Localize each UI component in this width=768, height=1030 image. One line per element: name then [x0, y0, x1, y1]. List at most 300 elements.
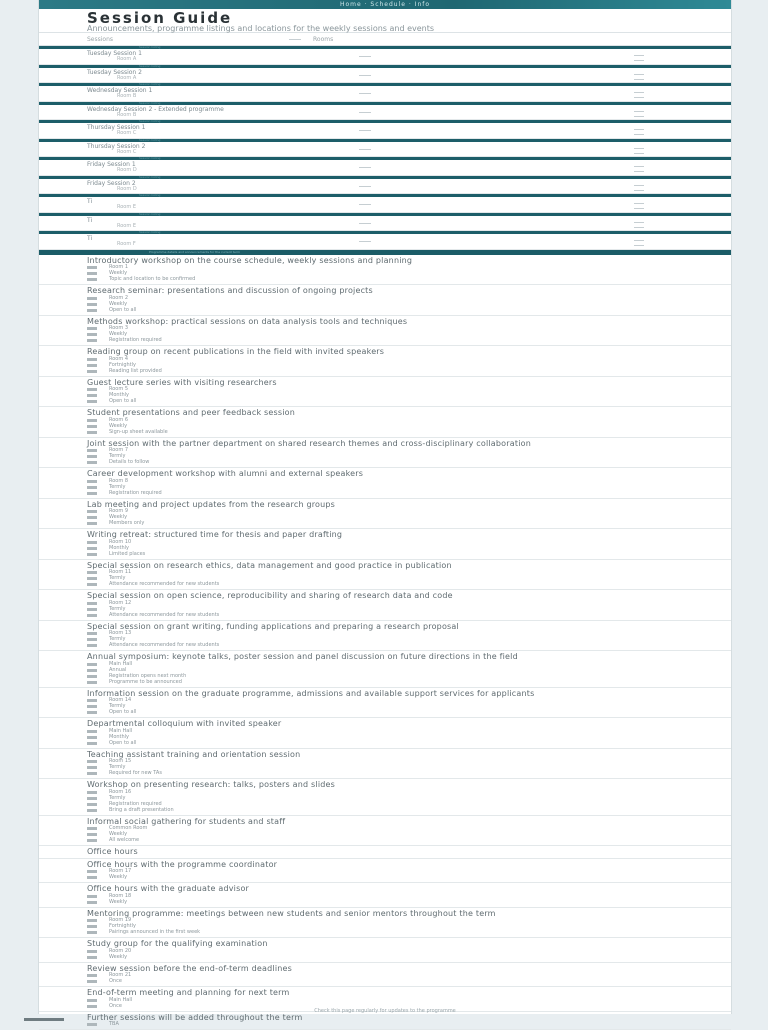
listing-detail: Weekly — [109, 332, 127, 337]
detail-bullet — [87, 632, 97, 635]
listing-title[interactable]: Office hours with the graduate advisor — [87, 886, 687, 893]
items-list — [39, 255, 731, 1030]
listing-detail-row — [87, 430, 731, 435]
section-mid-marker — [359, 149, 371, 150]
listing-detail: Weekly — [109, 900, 127, 905]
section-band-text: Session listing — [139, 139, 160, 142]
listing-title[interactable]: Special session on research ethics, data management and good practice in publication — [87, 563, 687, 570]
session-section[interactable] — [39, 157, 731, 176]
listing-detail-row — [87, 955, 731, 960]
session-section[interactable] — [39, 65, 731, 84]
top-banner-text: Home · Schedule · Info — [340, 1, 430, 8]
section-location: Room E — [117, 224, 136, 229]
listing-detail: Room 2 — [109, 296, 128, 301]
detail-bullet — [87, 999, 97, 1002]
listing-detail: Topic and location to be confirmed — [109, 277, 195, 282]
detail-bullet — [87, 388, 97, 391]
listing-title[interactable]: Teaching assistant training and orientation session — [87, 752, 687, 759]
listing-detail-row — [87, 570, 731, 575]
listing-detail: Once — [109, 1004, 122, 1009]
section-mid-marker — [359, 93, 371, 94]
listing-item[interactable] — [39, 688, 731, 719]
listing-detail: Room 11 — [109, 570, 131, 575]
listing-detail: Termly — [109, 454, 125, 459]
listing-detail: Room 7 — [109, 448, 128, 453]
listing-detail: Registration required — [109, 802, 162, 807]
session-section[interactable] — [39, 46, 731, 65]
listing-title[interactable]: Research seminar: presentations and discussion of ongoing projects — [87, 288, 687, 295]
listing-detail: Room 5 — [109, 387, 128, 392]
listing-detail: Room 20 — [109, 949, 131, 954]
listing-detail-row — [87, 296, 731, 301]
listing-detail-row — [87, 790, 731, 795]
page — [38, 0, 732, 1014]
nav-right-link[interactable]: Rooms — [313, 36, 333, 43]
listing-detail: Termly — [109, 765, 125, 770]
listing-detail-row — [87, 369, 731, 374]
listing-detail-row — [87, 998, 731, 1003]
listing-detail: Room 4 — [109, 357, 128, 362]
listing-detail: Termly — [109, 576, 125, 581]
section-title[interactable]: Wednesday Session 2 - Extended programme — [87, 107, 224, 113]
listing-detail: Monthly — [109, 393, 129, 398]
section-right-marker — [634, 171, 644, 172]
detail-bullet — [87, 638, 97, 641]
detail-bullet — [87, 797, 97, 800]
listing-detail: Attendance recommended for new students — [109, 582, 219, 587]
listing-detail-row — [87, 643, 731, 648]
listing-detail-row — [87, 521, 731, 526]
listing-title[interactable]: Reading group on recent publications in the field with invited speakers — [87, 349, 687, 356]
nav-row[interactable] — [39, 32, 731, 46]
detail-bullet — [87, 876, 97, 879]
listing-title[interactable]: Introductory workshop on the course schedule, weekly sessions and planning — [87, 258, 687, 265]
listing-detail-row — [87, 308, 731, 313]
section-mid-marker — [359, 130, 371, 131]
detail-bullet — [87, 803, 97, 806]
detail-bullet — [87, 669, 97, 672]
detail-bullet — [87, 571, 97, 574]
listing-detail-row — [87, 704, 731, 709]
listing-title[interactable]: Methods workshop: practical sessions on data analysis tools and techniques — [87, 319, 687, 326]
listing-detail-row — [87, 265, 731, 270]
listing-detail: Room 9 — [109, 509, 128, 514]
detail-bullet — [87, 339, 97, 342]
section-right-marker — [634, 129, 644, 130]
session-section[interactable] — [39, 231, 731, 250]
detail-bullet — [87, 772, 97, 775]
section-title[interactable]: Friday Session 2 — [87, 181, 136, 187]
listing-detail: Termly — [109, 796, 125, 801]
section-right-marker — [634, 60, 644, 61]
section-title[interactable]: Ti — [87, 236, 92, 242]
listing-detail-row — [87, 607, 731, 612]
listing-title[interactable]: Guest lecture series with visiting researchers — [87, 380, 687, 387]
listing-detail: Reading list provided — [109, 369, 162, 374]
listing-detail: Required for new TAs — [109, 771, 162, 776]
listing-detail: Room 13 — [109, 631, 131, 636]
listing-detail: Registration required — [109, 491, 162, 496]
listing-title[interactable]: Career development workshop with alumni and external speakers — [87, 471, 687, 478]
detail-bullet — [87, 608, 97, 611]
listing-title[interactable]: End-of-term meeting and planning for next term — [87, 990, 687, 997]
detail-bullet — [87, 547, 97, 550]
listing-detail: Monthly — [109, 735, 129, 740]
listing-detail-row — [87, 698, 731, 703]
listing-item[interactable] — [39, 816, 731, 847]
listing-item[interactable] — [39, 938, 731, 963]
section-right-marker — [634, 227, 644, 228]
listing-detail-row — [87, 894, 731, 899]
listing-detail: Programme to be announced — [109, 680, 182, 685]
listing-item[interactable] — [39, 590, 731, 621]
listing-detail: Sign-up sheet available — [109, 430, 168, 435]
footer-note: Check this page regularly for updates to the programme — [39, 1008, 731, 1014]
listing-detail: Main Hall — [109, 662, 132, 667]
listing-detail: Room 10 — [109, 540, 131, 545]
listing-detail-row — [87, 765, 731, 770]
detail-bullet — [87, 480, 97, 483]
section-right-marker — [634, 153, 644, 154]
detail-bullet — [87, 400, 97, 403]
section-right-marker — [634, 185, 644, 186]
listing-title[interactable]: Annual symposium: keynote talks, poster session and panel discussion on future directions in the field — [87, 654, 687, 661]
detail-bullet — [87, 602, 97, 605]
section-band-text: Session listing — [139, 65, 160, 68]
section-right-marker — [634, 79, 644, 80]
detail-bullet — [87, 760, 97, 763]
page-header — [39, 9, 731, 32]
detail-bullet — [87, 736, 97, 739]
listing-detail-row — [87, 546, 731, 551]
section-right-marker — [634, 111, 644, 112]
section-divider-text: Programme details and announcements for the current term — [149, 251, 240, 254]
listing-detail-row — [87, 601, 731, 606]
detail-bullet — [87, 577, 97, 580]
section-mid-marker — [359, 223, 371, 224]
listing-title[interactable]: Office hours with the programme coordinator — [87, 862, 687, 869]
detail-bullet — [87, 925, 97, 928]
section-location: Room A — [117, 57, 136, 62]
detail-bullet — [87, 705, 97, 708]
detail-bullet — [87, 522, 97, 525]
page-title: Session Guide — [87, 11, 731, 25]
listing-detail-row — [87, 735, 731, 740]
section-right-marker — [634, 240, 644, 241]
listing-item[interactable] — [39, 499, 731, 530]
listing-detail-row — [87, 326, 731, 331]
listing-title[interactable]: Informal social gathering for students and staff — [87, 819, 687, 826]
listing-detail: Room 15 — [109, 759, 131, 764]
listing-detail-row — [87, 387, 731, 392]
listing-detail: Common Room — [109, 826, 147, 831]
listing-detail: Weekly — [109, 302, 127, 307]
listing-detail: Termly — [109, 607, 125, 612]
listing-item[interactable] — [39, 346, 731, 377]
listing-detail-row — [87, 771, 731, 776]
listing-detail: Room 1 — [109, 265, 128, 270]
listing-item[interactable] — [39, 908, 731, 939]
listing-detail-row — [87, 674, 731, 679]
listing-title[interactable]: Review session before the end-of-term deadlines — [87, 966, 687, 973]
listing-detail-row — [87, 869, 731, 874]
listing-item[interactable] — [39, 255, 731, 286]
section-band-text: Session listing — [139, 213, 160, 216]
listing-detail-row — [87, 900, 731, 905]
listing-item[interactable] — [39, 651, 731, 688]
listing-detail-row — [87, 875, 731, 880]
detail-bullet — [87, 919, 97, 922]
detail-bullet — [87, 742, 97, 745]
listing-detail-row — [87, 479, 731, 484]
listing-title[interactable]: Information session on the graduate programme, admissions and available support services for applicants — [87, 691, 687, 698]
section-mid-marker — [359, 204, 371, 205]
listing-title[interactable]: Office hours — [87, 849, 687, 856]
detail-bullet — [87, 370, 97, 373]
listing-detail-row — [87, 802, 731, 807]
detail-bullet — [87, 791, 97, 794]
detail-bullet — [87, 333, 97, 336]
listing-item[interactable] — [39, 621, 731, 652]
detail-bullet — [87, 297, 97, 300]
section-right-marker — [634, 222, 644, 223]
detail-bullet — [87, 699, 97, 702]
listing-detail: Room 18 — [109, 894, 131, 899]
listing-detail-row — [87, 338, 731, 343]
session-section[interactable] — [39, 83, 731, 102]
detail-bullet — [87, 358, 97, 361]
listing-item[interactable] — [39, 529, 731, 560]
listing-item[interactable] — [39, 883, 731, 908]
listing-item[interactable] — [39, 285, 731, 316]
listing-detail: All welcome — [109, 838, 139, 843]
listing-detail-row — [87, 460, 731, 465]
detail-bullet — [87, 901, 97, 904]
detail-bullet — [87, 833, 97, 836]
listing-detail: Termly — [109, 485, 125, 490]
listing-detail-row — [87, 399, 731, 404]
section-location: Room B — [117, 113, 136, 118]
listing-detail: Fortnightly — [109, 924, 136, 929]
listing-detail-row — [87, 509, 731, 514]
section-title[interactable]: Wednesday Session 1 — [87, 88, 152, 94]
session-section[interactable] — [39, 176, 731, 195]
listing-detail-row — [87, 930, 731, 935]
section-title[interactable]: Ti — [87, 218, 92, 224]
section-location: Room D — [117, 168, 137, 173]
listing-title[interactable]: Special session on grant writing, funding applications and preparing a research proposal — [87, 624, 687, 631]
detail-bullet — [87, 839, 97, 842]
scroll-indicator[interactable] — [24, 1018, 64, 1021]
section-band-text: Session listing — [139, 231, 160, 234]
detail-bullet — [87, 486, 97, 489]
detail-bullet — [87, 681, 97, 684]
detail-bullet — [87, 303, 97, 306]
detail-bullet — [87, 425, 97, 428]
detail-bullet — [87, 809, 97, 812]
detail-bullet — [87, 278, 97, 281]
listing-detail: Open to all — [109, 399, 136, 404]
listing-detail-row — [87, 302, 731, 307]
listing-title[interactable]: Departmental colloquium with invited speaker — [87, 721, 687, 728]
section-title[interactable]: Friday Session 1 — [87, 162, 136, 168]
listing-detail-row — [87, 613, 731, 618]
listing-item[interactable] — [39, 779, 731, 816]
listing-item[interactable] — [39, 438, 731, 469]
section-location: Room C — [117, 131, 136, 136]
section-location: Room D — [117, 187, 137, 192]
listing-title[interactable]: Further sessions will be added throughout the term — [87, 1015, 687, 1022]
listing-detail-row — [87, 826, 731, 831]
detail-bullet — [87, 541, 97, 544]
section-title[interactable]: Thursday Session 1 — [87, 125, 145, 131]
detail-bullet — [87, 675, 97, 678]
listing-title[interactable]: Writing retreat: structured time for thesis and paper drafting — [87, 532, 687, 539]
detail-bullet — [87, 266, 97, 269]
listing-item[interactable] — [39, 846, 731, 859]
section-title[interactable]: Tuesday Session 2 — [87, 70, 142, 76]
listing-detail: Registration required — [109, 338, 162, 343]
section-location: Room C — [117, 150, 136, 155]
detail-bullet — [87, 419, 97, 422]
section-right-marker — [634, 92, 644, 93]
detail-bullet — [87, 461, 97, 464]
detail-bullet — [87, 455, 97, 458]
detail-bullet — [87, 309, 97, 312]
listing-title[interactable]: Special session on open science, reproducibility and sharing of research data and code — [87, 593, 687, 600]
section-right-marker — [634, 55, 644, 56]
detail-bullet — [87, 583, 97, 586]
detail-bullet — [87, 956, 97, 959]
section-band-text: Session listing — [139, 46, 160, 49]
detail-bullet — [87, 895, 97, 898]
listing-item[interactable] — [39, 718, 731, 749]
listing-item[interactable] — [39, 377, 731, 408]
listing-title[interactable]: Student presentations and peer feedback session — [87, 410, 687, 417]
listing-detail-row — [87, 418, 731, 423]
listing-detail-row — [87, 838, 731, 843]
listing-detail-row — [87, 485, 731, 490]
listing-title[interactable]: Study group for the qualifying examination — [87, 941, 687, 948]
detail-bullet — [87, 272, 97, 275]
listing-detail: Main Hall — [109, 729, 132, 734]
listing-detail: Weekly — [109, 832, 127, 837]
listing-detail-row — [87, 668, 731, 673]
listing-detail-row — [87, 979, 731, 984]
listing-detail-row — [87, 918, 731, 923]
listing-detail-row — [87, 332, 731, 337]
listing-detail: Weekly — [109, 271, 127, 276]
listing-item[interactable] — [39, 468, 731, 499]
section-title[interactable]: Tuesday Session 1 — [87, 51, 142, 57]
listing-item[interactable] — [39, 316, 731, 347]
listing-item[interactable] — [39, 407, 731, 438]
listing-detail: Annual — [109, 668, 126, 673]
section-right-marker — [634, 134, 644, 135]
detail-bullet — [87, 644, 97, 647]
section-mid-marker — [359, 167, 371, 168]
session-section[interactable] — [39, 194, 731, 213]
listing-detail-row — [87, 357, 731, 362]
listing-detail: Room 21 — [109, 973, 131, 978]
section-title[interactable]: Thursday Session 2 — [87, 144, 145, 150]
listing-title[interactable]: Lab meeting and project updates from the research groups — [87, 502, 687, 509]
listing-detail: Termly — [109, 704, 125, 709]
listing-item[interactable] — [39, 859, 731, 884]
session-section[interactable] — [39, 213, 731, 232]
detail-bullet — [87, 730, 97, 733]
listing-detail: Attendance recommended for new students — [109, 643, 219, 648]
detail-bullet — [87, 492, 97, 495]
listing-detail: Attendance recommended for new students — [109, 613, 219, 618]
session-section[interactable] — [39, 139, 731, 158]
section-band-text: Session listing — [139, 120, 160, 123]
listing-detail-row — [87, 363, 731, 368]
section-mid-marker — [359, 241, 371, 242]
listing-title[interactable]: Workshop on presenting research: talks, posters and slides — [87, 782, 687, 789]
section-band-text: Session listing — [139, 157, 160, 160]
section-band-text: Session listing — [139, 102, 160, 105]
detail-bullet — [87, 827, 97, 830]
section-right-marker — [634, 208, 644, 209]
listing-detail-row — [87, 759, 731, 764]
listing-detail-row — [87, 949, 731, 954]
listing-detail: Room 19 — [109, 918, 131, 923]
section-mid-marker — [359, 186, 371, 187]
listing-title[interactable]: Mentoring programme: meetings between new students and senior mentors throughout the term — [87, 911, 687, 918]
listing-title[interactable]: Joint session with the partner department on shared research themes and cross-disciplinary collaboration — [87, 441, 687, 448]
listing-detail: Weekly — [109, 875, 127, 880]
section-right-marker — [634, 190, 644, 191]
listing-item[interactable] — [39, 560, 731, 591]
section-right-marker — [634, 74, 644, 75]
detail-bullet — [87, 1023, 97, 1026]
listing-detail-row — [87, 515, 731, 520]
listing-detail: Room 6 — [109, 418, 128, 423]
listing-detail-row — [87, 277, 731, 282]
listing-detail: Pairings announced in the first week — [109, 930, 200, 935]
detail-bullet — [87, 327, 97, 330]
section-mid-marker — [359, 112, 371, 113]
listing-detail: Registration opens next month — [109, 674, 186, 679]
session-section[interactable] — [39, 120, 731, 139]
listing-detail: Once — [109, 979, 122, 984]
listing-detail: Members only — [109, 521, 144, 526]
listing-detail-row — [87, 729, 731, 734]
listing-item[interactable] — [39, 749, 731, 780]
detail-bullet — [87, 766, 97, 769]
section-mid-marker — [359, 56, 371, 57]
page-subtitle: Announcements, programme listings and locations for the weekly sessions and events — [87, 25, 731, 33]
section-title[interactable]: Ti — [87, 199, 92, 205]
listing-detail: Main Hall — [109, 998, 132, 1003]
listing-detail: Room 3 — [109, 326, 128, 331]
listing-detail-row — [87, 448, 731, 453]
detail-bullet — [87, 516, 97, 519]
detail-bullet — [87, 980, 97, 983]
section-band-text: Session listing — [139, 194, 160, 197]
nav-divider — [289, 39, 301, 40]
listing-item[interactable] — [39, 1012, 731, 1030]
nav-left-link[interactable]: Sessions — [87, 36, 113, 43]
detail-bullet — [87, 974, 97, 977]
top-banner — [39, 0, 731, 9]
section-right-marker — [634, 97, 644, 98]
detail-bullet — [87, 449, 97, 452]
listing-item[interactable] — [39, 963, 731, 988]
listing-detail: Room 8 — [109, 479, 128, 484]
session-section[interactable] — [39, 102, 731, 121]
